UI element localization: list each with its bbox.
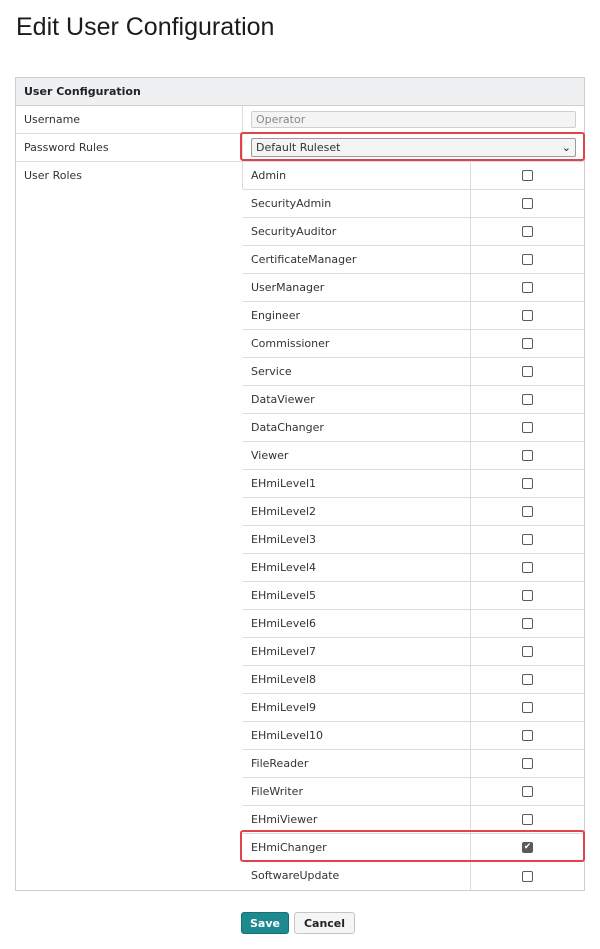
role-checkbox[interactable] xyxy=(522,646,533,657)
password-rules-select[interactable] xyxy=(251,138,576,157)
role-row xyxy=(243,330,584,358)
role-name: EHmiLevel5 xyxy=(243,582,471,609)
role-row xyxy=(243,442,584,470)
role-name: EHmiChanger xyxy=(243,834,471,861)
role-name: SecurityAuditor xyxy=(243,218,471,245)
role-name: EHmiLevel3 xyxy=(243,526,471,553)
role-checkbox[interactable] xyxy=(522,674,533,685)
role-name: CertificateManager xyxy=(243,246,471,273)
role-checkbox[interactable] xyxy=(522,534,533,545)
role-name: FileReader xyxy=(243,750,471,777)
role-checkbox[interactable] xyxy=(522,618,533,629)
role-checkbox[interactable] xyxy=(522,478,533,489)
role-name: SoftwareUpdate xyxy=(243,862,471,890)
role-row xyxy=(243,694,584,722)
username-input[interactable]: Operator xyxy=(251,111,576,128)
role-row xyxy=(243,470,584,498)
role-row xyxy=(243,582,584,610)
role-checkbox[interactable] xyxy=(522,338,533,349)
role-checkbox[interactable] xyxy=(522,758,533,769)
role-checkbox[interactable] xyxy=(522,170,533,181)
role-checkbox[interactable] xyxy=(522,871,533,882)
role-row xyxy=(243,190,584,218)
role-name: DataChanger xyxy=(243,414,471,441)
role-checkbox[interactable] xyxy=(522,562,533,573)
role-row xyxy=(243,638,584,666)
role-checkbox-checked[interactable] xyxy=(522,842,533,853)
role-row xyxy=(243,750,584,778)
role-row xyxy=(243,722,584,750)
role-row xyxy=(243,666,584,694)
role-checkbox[interactable] xyxy=(522,254,533,265)
role-name: EHmiLevel7 xyxy=(243,638,471,665)
role-name: EHmiLevel9 xyxy=(243,694,471,721)
role-checkbox[interactable] xyxy=(522,506,533,517)
page-title: Edit User Configuration xyxy=(16,13,275,41)
role-name: DataViewer xyxy=(243,386,471,413)
table-header: User Configuration xyxy=(16,78,584,106)
role-checkbox[interactable] xyxy=(522,310,533,321)
role-name: Commissioner xyxy=(243,330,471,357)
role-name: EHmiLevel2 xyxy=(243,498,471,525)
role-name: EHmiLevel6 xyxy=(243,610,471,637)
role-row xyxy=(243,358,584,386)
password-rules-selected-value: Default Ruleset xyxy=(256,141,341,154)
role-name: Admin xyxy=(243,162,471,189)
role-row xyxy=(243,274,584,302)
role-row xyxy=(243,834,584,862)
role-row xyxy=(243,498,584,526)
role-name: Service xyxy=(243,358,471,385)
role-row xyxy=(243,610,584,638)
role-row xyxy=(243,778,584,806)
role-row xyxy=(243,862,584,890)
role-checkbox[interactable] xyxy=(522,786,533,797)
username-row xyxy=(16,106,584,134)
role-checkbox[interactable] xyxy=(522,730,533,741)
save-button[interactable]: Save xyxy=(241,912,289,934)
role-name: EHmiLevel4 xyxy=(243,554,471,581)
role-name: Engineer xyxy=(243,302,471,329)
role-checkbox[interactable] xyxy=(522,226,533,237)
password-rules-row xyxy=(16,134,584,162)
role-name: UserManager xyxy=(243,274,471,301)
role-checkbox[interactable] xyxy=(522,394,533,405)
role-checkbox[interactable] xyxy=(522,198,533,209)
role-checkbox[interactable] xyxy=(522,450,533,461)
role-name: Viewer xyxy=(243,442,471,469)
password-rules-label: Password Rules xyxy=(16,134,243,161)
username-label: Username xyxy=(16,106,243,133)
role-name: FileWriter xyxy=(243,778,471,805)
role-row xyxy=(243,414,584,442)
role-name: EHmiLevel10 xyxy=(243,722,471,749)
cancel-button[interactable]: Cancel xyxy=(294,912,355,934)
role-row xyxy=(243,554,584,582)
role-row xyxy=(243,302,584,330)
checkmark-icon: ✔ xyxy=(523,842,532,852)
role-checkbox[interactable] xyxy=(522,366,533,377)
user-roles-label: User Roles xyxy=(16,162,243,189)
role-row xyxy=(243,386,584,414)
user-roles-row xyxy=(16,162,584,890)
role-row xyxy=(243,162,584,190)
role-name: EHmiViewer xyxy=(243,806,471,833)
user-configuration-table xyxy=(15,77,585,891)
role-checkbox[interactable] xyxy=(522,814,533,825)
role-name: EHmiLevel8 xyxy=(243,666,471,693)
role-row xyxy=(243,806,584,834)
role-checkbox[interactable] xyxy=(522,422,533,433)
role-row xyxy=(243,526,584,554)
role-row xyxy=(243,218,584,246)
chevron-down-icon: ⌄ xyxy=(561,141,571,154)
role-row xyxy=(243,246,584,274)
role-checkbox[interactable] xyxy=(522,590,533,601)
user-roles-list xyxy=(243,162,584,890)
role-name: EHmiLevel1 xyxy=(243,470,471,497)
role-name: SecurityAdmin xyxy=(243,190,471,217)
role-checkbox[interactable] xyxy=(522,282,533,293)
role-checkbox[interactable] xyxy=(522,702,533,713)
